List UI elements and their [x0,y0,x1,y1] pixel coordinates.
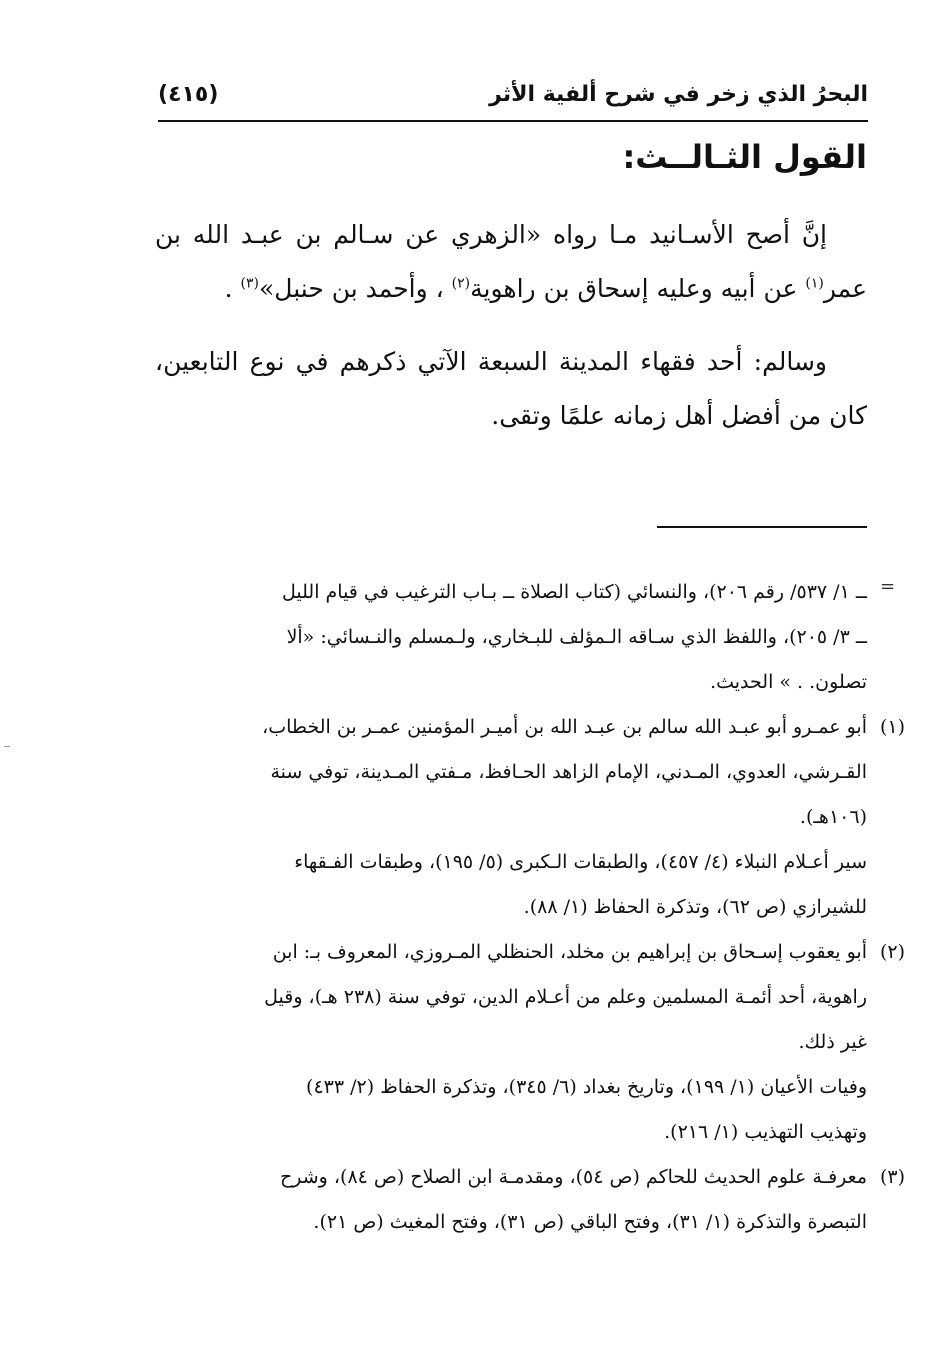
footnotes [155,570,905,1245]
paragraph-2-text: وسالم: أحد فقهاء المدينة السبعة الآتي ذكرهم في نوع التابعين، كان من أفضل أهل زمانه علمًا وتقى. [155,347,867,430]
footnote-line: أبو يعقوب إسـحاق بن إبراهيم بن مخلد، الحنظلي المـروزي، المعروف بـ: ابن [272,941,867,963]
footnote-line: أبو عمـرو أبو عبـد الله سالم بن عبـد الله بن أميـر المؤمنين عمـر بن الخطاب، [262,716,867,738]
footnote-line: معرفـة علوم الحديث للحاكم (ص ٥٤)، ومقدمـة ابن الصلاح (ص ٨٤)، وشرح [280,1166,867,1188]
paragraph-1 [155,208,867,316]
footnote-line: ــ ١/ ٥٣٧/ رقم ٢٠٦)، والنسائي (كتاب الصلاة ــ بـاب الترغيب في قيام الليل [282,581,867,603]
footnote-number: (١) [879,716,905,738]
footnote-3 [155,1155,905,1245]
footnote-reference-line: سير أعـلام النبلاء (٤/ ٤٥٧)، والطبقات الـكبرى (٥/ ١٩٥)، وطبقات الفـقهاء [294,851,867,873]
footnote-continuation [155,570,867,705]
paragraph-1-text-d: . [224,274,241,303]
section-heading: القول الثـالــث: [622,138,867,176]
footnote-line: راهوية، أحد أئمـة المسلمين وعلم من أعـلام الدين، توفي سنة (٢٣٨ هـ)، وقيل [264,986,867,1008]
paragraph-2 [155,335,867,443]
header-title: البحرُ الذي زخر في شرح ألفية الأثر [489,82,868,107]
footnote-line: القـرشي، العدوي، المـدني، الإمام الزاهد الحـافظ، مـفتي المـدينة، توفي سنة [270,761,867,783]
margin-continuation-mark: = [880,576,896,597]
running-header [158,82,868,122]
footnote-separator [657,526,867,528]
footnote-ref-2: (٢) [451,275,471,292]
footnote-number: (٢) [879,941,905,963]
paragraph-1-text-a: إنَّ أصح الأسـانيد مـا رواه «الزهري عن سـالم بن عبـد الله بن عمر [155,220,867,303]
footnote-reference-line: للشيرازي (ص ٦٢)، وتذكرة الحفاظ (١/ ٨٨). [523,896,867,918]
footnote-1 [155,705,905,930]
footnote-2 [155,930,905,1155]
footnote-line: غير ذلك. [798,1031,867,1053]
footnote-line: ــ ٣/ ٢٠٥)، واللفظ الذي سـاقه الـمؤلف للبـخاري، ولـمسلم والنـسائي: «ألا [286,626,867,648]
footnote-ref-3: (٣) [240,275,259,292]
footnote-reference-line: وتهذيب التهذيب (١/ ٢١٦). [664,1121,867,1143]
footnote-reference-line: وفيات الأعيان (١/ ١٩٩)، وتاريخ بغداد (٦/ ٣٤٥)، وتذكرة الحفاظ (٢/ ٤٣٣) [306,1076,867,1098]
footnote-ref-1: (١) [805,275,824,292]
footnote-line: تصلون. . » الحديث. [710,671,867,693]
footnote-line: التبصرة والتذكرة (١/ ٣١)، وفتح الباقي (ص ٣١)، وفتح المغيث (ص ٢١). [313,1211,867,1233]
page-number: (٤١٥) [158,82,219,107]
paragraph-1-text-c: ، وأحمد بن حنبل» [259,274,452,303]
paragraph-1-text-b: عن أبيه وعليه إسحاق بن راهوية [470,274,806,303]
footnote-line: (١٠٦هـ). [799,806,867,828]
footnote-number: (٣) [879,1166,905,1188]
scan-mark [4,746,10,747]
